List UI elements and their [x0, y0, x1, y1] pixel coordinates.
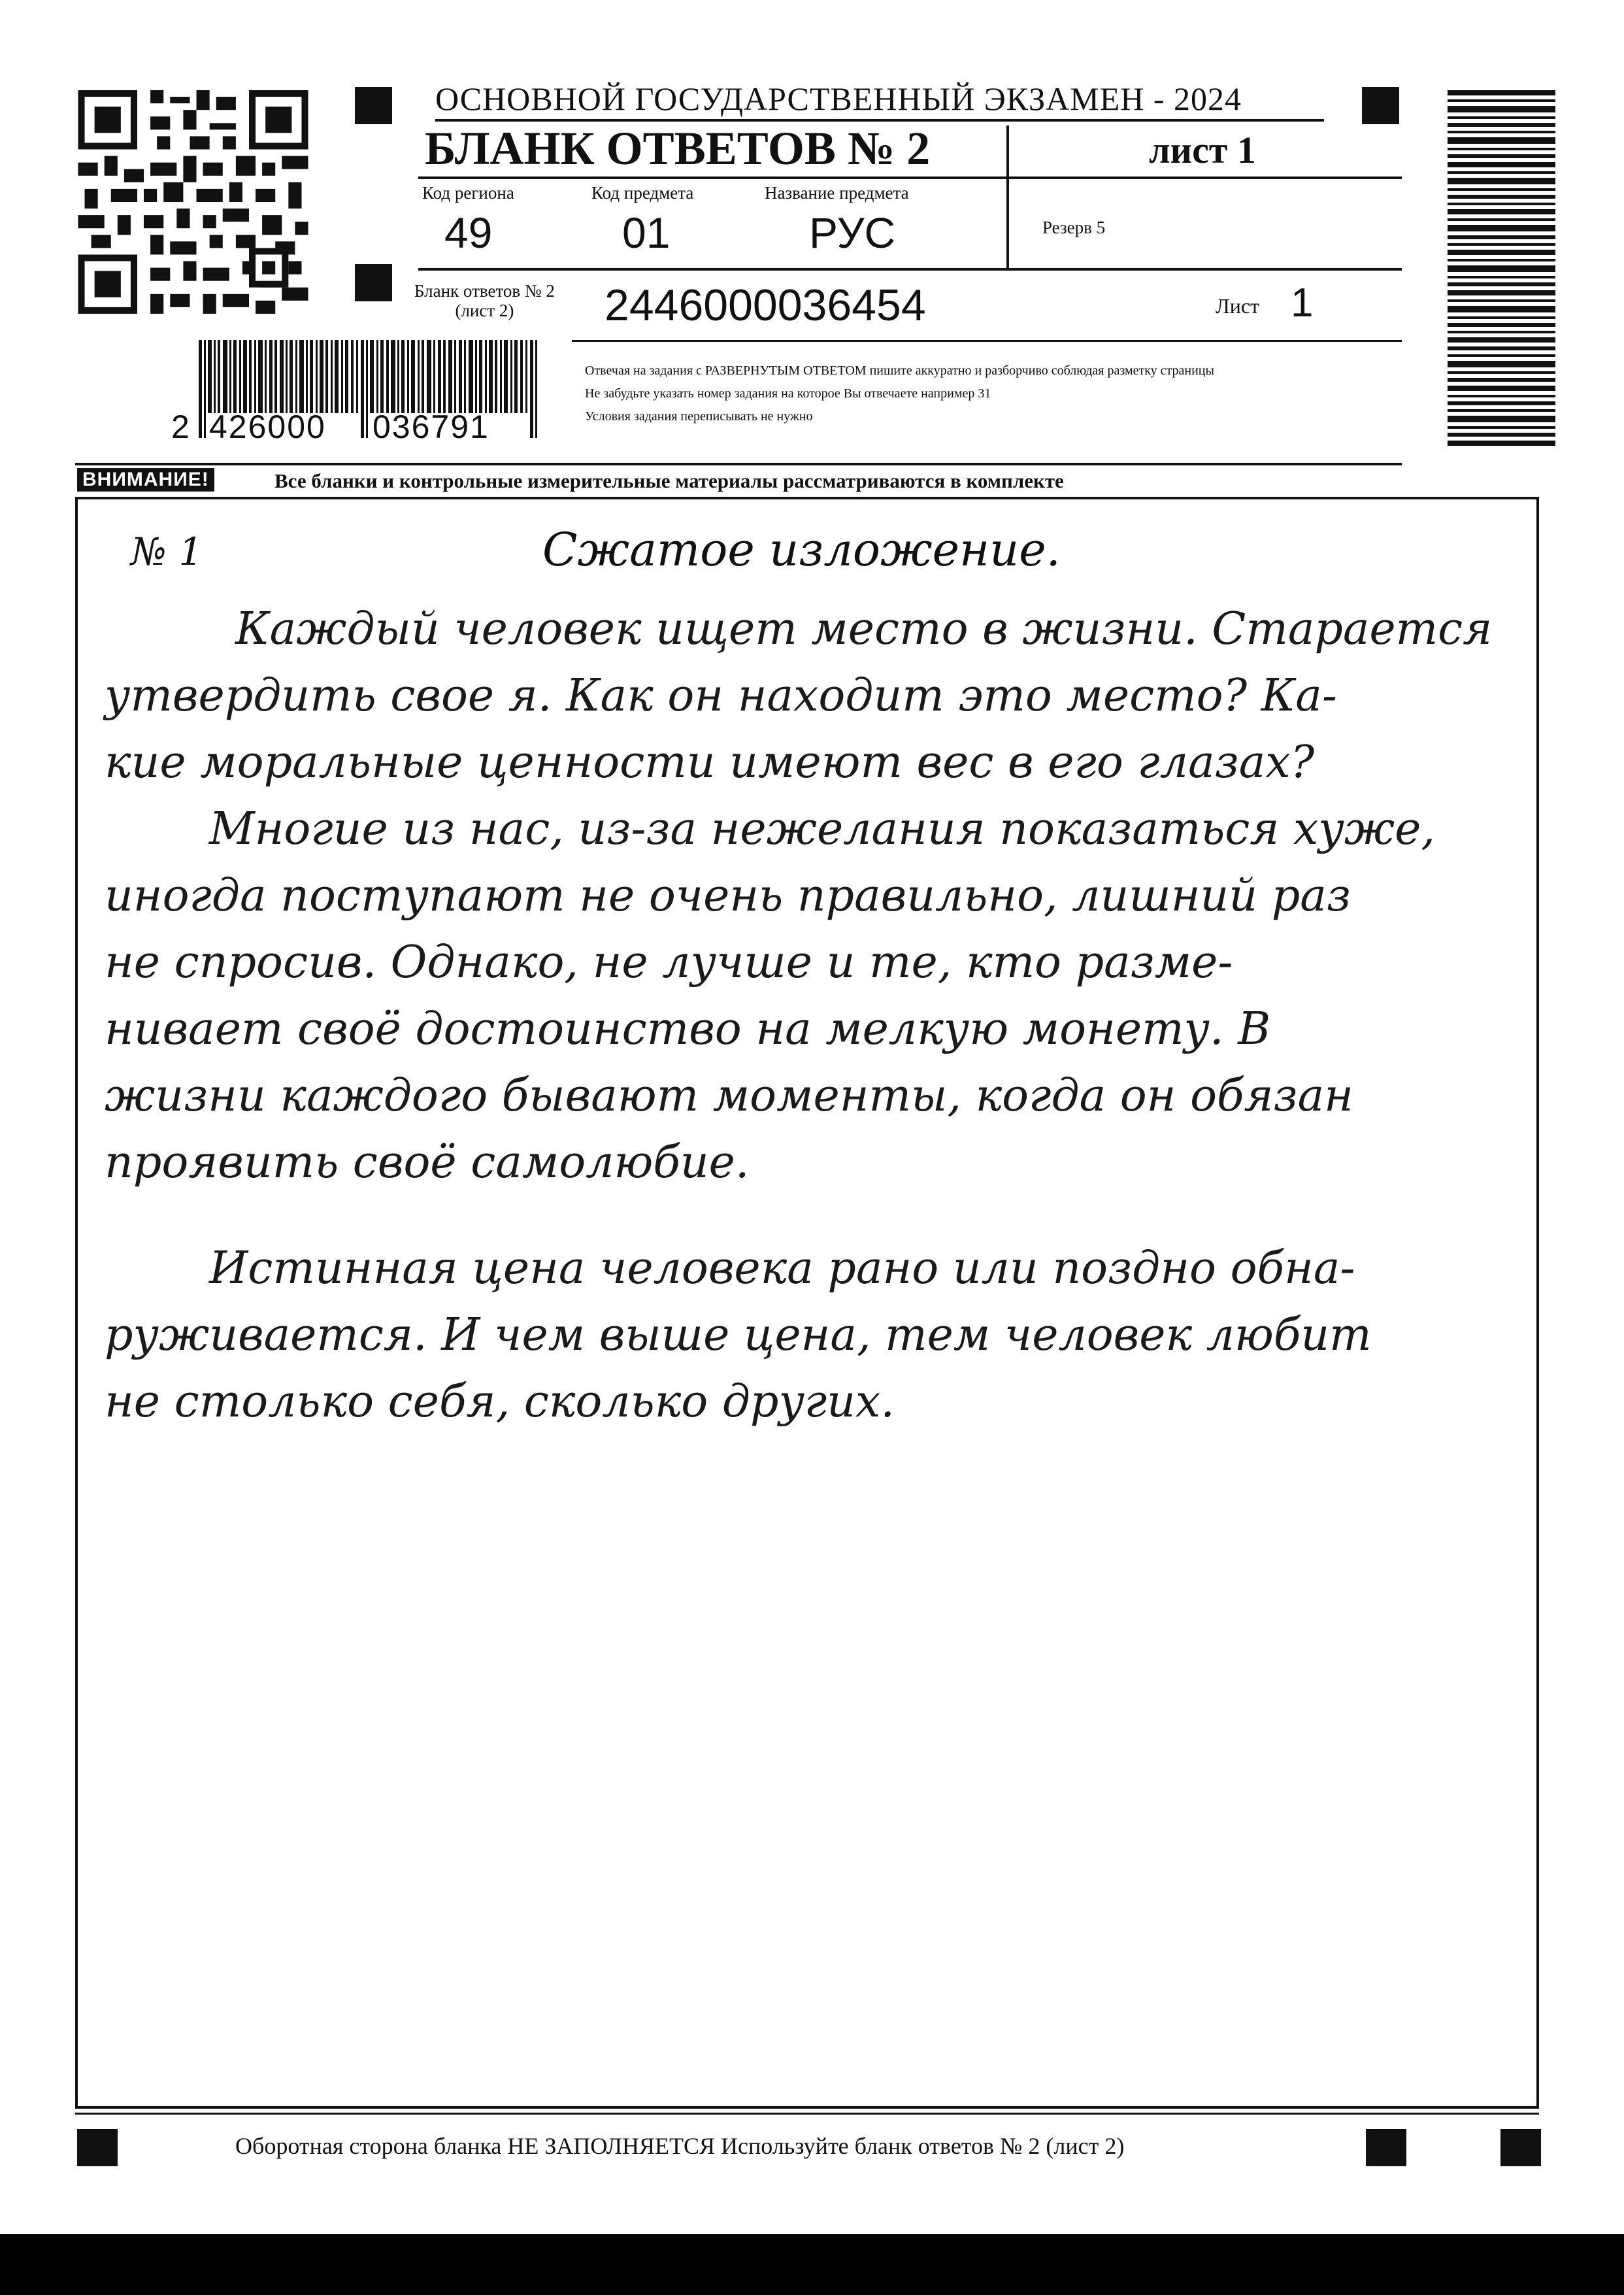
answer-line: кие моральные ценности имеют вес в его глазах?: [105, 737, 1315, 788]
answer-line: Истинная цена человека рано или поздно обна-: [209, 1243, 1355, 1294]
header-divider-3: [572, 340, 1402, 342]
instruction-line: Условия задания переписывать не нужно: [585, 409, 813, 424]
subject-code-value: 01: [622, 209, 671, 257]
header-divider-4: [75, 463, 1402, 465]
attention-badge: ВНИМАНИЕ!: [77, 468, 214, 492]
alignment-marker-top-left: [355, 87, 392, 124]
answer-line: руживается. И чем выше цена, тем человек любит: [105, 1309, 1372, 1361]
region-value: 49: [444, 209, 493, 257]
answer-line: не столько себя, сколько других.: [105, 1376, 895, 1428]
footer-text: Оборотная сторона бланка НЕ ЗАПОЛНЯЕТСЯ Используйте бланк ответов № 2 (лист 2): [235, 2133, 1125, 2159]
answer-line: [105, 1196, 1523, 1235]
footer-divider: [75, 2113, 1539, 2115]
answer-heading: Сжатое изложение.: [542, 523, 1061, 577]
instructions: [585, 360, 1402, 428]
sheet-label: Лист: [1216, 294, 1260, 318]
answer-text: [105, 596, 1523, 1435]
answer-line: иногда поступают не очень правильно, лишний раз: [105, 870, 1351, 922]
answer-line: утвердить свое я. Как он находит это место? Ка-: [105, 670, 1337, 722]
qr-code: [77, 90, 309, 314]
form-title: БЛАНК ОТВЕТОВ № 2: [425, 122, 931, 175]
header-divider-2: [418, 268, 1402, 271]
alignment-marker-top-right: [1362, 87, 1399, 124]
header-divider-vertical: [1006, 126, 1009, 269]
barcode-digit-group-3: 036791: [373, 409, 489, 445]
answer-line: Многие из нас, из-за нежелания показаться хуже,: [209, 803, 1435, 855]
barcode-digit-1: 2: [171, 409, 190, 445]
side-barcode: [1448, 90, 1555, 448]
form-ref-label: Бланк ответов № 2 (лист 2): [414, 281, 555, 320]
alignment-marker-bottom-right-2: [1500, 2129, 1541, 2166]
region-label: Код региона: [422, 183, 514, 203]
sheet-value: 1: [1291, 280, 1314, 326]
subject-code-label: Код предмета: [591, 183, 694, 203]
subject-name-label: Название предмета: [765, 183, 909, 203]
instruction-line: Не забудьте указать номер задания на которое Вы отвечаете например 31: [585, 386, 991, 401]
scan-bottom-bar: [0, 2234, 1624, 2295]
answer-line: проявить своё самолюбие.: [105, 1137, 750, 1188]
answer-line: не спросив. Однако, не лучше и те, кто разме-: [105, 937, 1233, 988]
form-number: 2446000036454: [605, 280, 926, 330]
header-divider-1: [418, 176, 1402, 179]
barcode-digit-group-2: 426000: [209, 409, 326, 445]
sheet-title: лист 1: [1149, 129, 1256, 171]
alignment-marker-bottom-right-1: [1366, 2129, 1406, 2166]
answer-line: нивает своё достоинство на мелкую монету. В: [105, 1003, 1271, 1055]
alignment-marker-mid-left: [355, 264, 392, 301]
exam-title: ОСНОВНОЙ ГОСУДАРСТВЕННЫЙ ЭКЗАМЕН - 2024: [435, 80, 1324, 122]
attention-text: Все бланки и контрольные измерительные материалы рассматриваются в комплекте: [274, 469, 1064, 492]
reserve-label: Резерв 5: [1042, 218, 1106, 237]
answer-line: Каждый человек ищет место в жизни. Старается: [235, 603, 1493, 655]
instruction-line: Отвечая на задания с РАЗВЕРНУТЫМ ОТВЕТОМ пишите аккуратно и разборчиво соблюдая разметку страницы: [585, 363, 1214, 378]
answer-line: жизни каждого бывают моменты, когда он обязан: [105, 1070, 1353, 1122]
subject-name-value: РУС: [809, 209, 896, 257]
task-number: № 1: [131, 529, 203, 574]
alignment-marker-bottom-left: [77, 2129, 118, 2166]
